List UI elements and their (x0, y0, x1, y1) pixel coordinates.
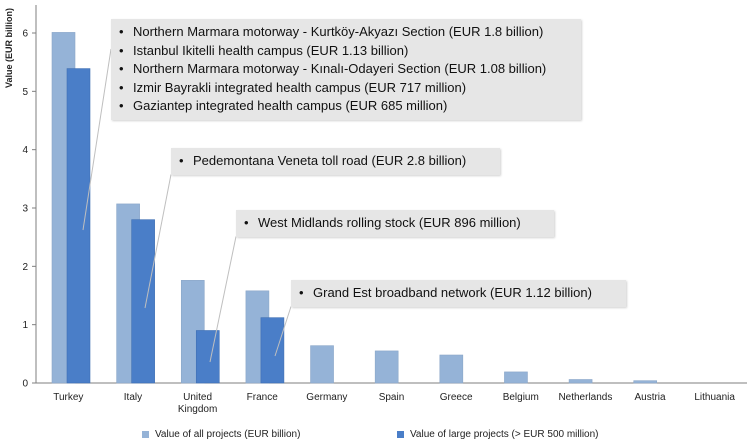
callout-united-kingdom (236, 210, 554, 237)
callout-france (291, 280, 626, 307)
x-tick-label: Lithuania (694, 392, 735, 403)
callout-item: • Izmir Bayrakli integrated health campus (EUR 717 million) (119, 79, 573, 98)
x-tick-label: Germany (306, 392, 348, 403)
bar-large-projects-italy (132, 220, 155, 383)
y-tick-label: 6 (22, 28, 28, 40)
bar-large-projects-united-kingdom (196, 331, 219, 384)
callout-italy (171, 148, 500, 175)
callout-turkey (111, 19, 581, 120)
x-tick-label: Kingdom (177, 404, 218, 415)
callout-item: • Gaziantep integrated health campus (EUR 685 million) (119, 97, 573, 116)
y-axis-title: Value (EUR billion) (4, 7, 14, 89)
x-tick-label: Austria (634, 392, 666, 403)
y-tick-label: 4 (22, 145, 28, 157)
x-tick-label: Greece (439, 392, 473, 403)
y-tick-label: 1 (22, 320, 28, 332)
y-tick-label: 3 (22, 203, 28, 215)
x-tick-label: Belgium (502, 392, 539, 403)
bar-all-projects-austria (634, 381, 657, 383)
callout-item: • Grand Est broadband network (EUR 1.12 billion) (299, 284, 618, 303)
x-tick-label: Italy (123, 392, 143, 403)
y-tick-label: 0 (22, 378, 28, 390)
legend-item-all-projects (142, 429, 300, 440)
x-tick-label: France (246, 392, 278, 403)
bar-large-projects-france (261, 318, 284, 383)
legend-swatch-all-projects (142, 431, 149, 438)
callout-item: • Istanbul Ikitelli health campus (EUR 1.13 billion) (119, 42, 573, 61)
x-tick-label: Turkey (53, 392, 84, 403)
legend-swatch-large-projects (397, 431, 404, 438)
x-tick-label: Spain (378, 392, 405, 403)
callout-item: • West Midlands rolling stock (EUR 896 million) (244, 214, 546, 233)
leader-line-united-kingdom (210, 237, 236, 363)
bar-large-projects-turkey (67, 69, 90, 383)
bar-all-projects-spain (375, 351, 398, 383)
y-tick-label: 5 (22, 86, 28, 98)
legend-label-all-projects: Value of all projects (EUR billion) (155, 429, 301, 440)
bar-all-projects-greece (440, 355, 463, 383)
legend-item-large-projects (397, 429, 599, 440)
x-tick-label: United (183, 392, 213, 403)
legend-label-large-projects: Value of large projects (> EUR 500 million) (410, 429, 599, 440)
bar-all-projects-netherlands (569, 380, 592, 384)
bar-all-projects-germany (311, 346, 334, 383)
callout-item: • Northern Marmara motorway - Kınalı-Odayeri Section (EUR 1.08 billion) (119, 60, 573, 79)
callout-item: • Northern Marmara motorway - Kurtköy-Akyazı Section (EUR 1.8 billion) (119, 23, 573, 42)
bar-all-projects-belgium (504, 372, 527, 383)
x-tick-label: Netherlands (558, 392, 613, 403)
y-tick-label: 2 (22, 261, 28, 273)
callout-item: • Pedemontana Veneta toll road (EUR 2.8 billion) (179, 152, 492, 171)
